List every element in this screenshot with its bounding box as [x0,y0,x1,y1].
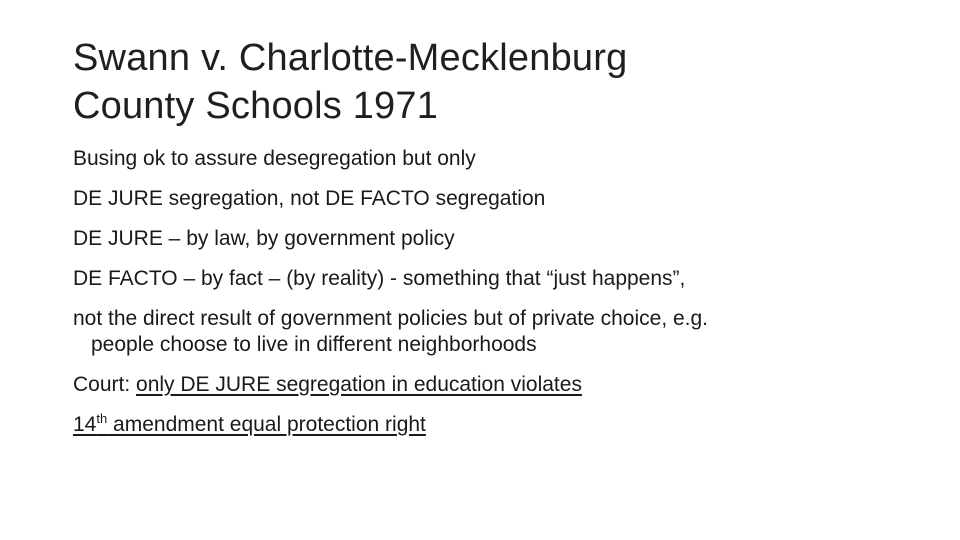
body-line-busing: Busing ok to assure desegregation but only [73,147,476,170]
body-line-private-choice: not the direct result of government policies but of private choice, e.g. [73,307,709,330]
amendment-number: 14 [73,413,97,436]
amendment-ordinal-suffix: th [96,411,108,426]
amendment-text: amendment equal protection right [107,413,426,436]
body-line-de-jure-definition: DE JURE – by law, by government policy [73,227,455,250]
title-line-2: County Schools 1971 [73,85,439,127]
body-line-14th-amendment [73,412,893,438]
body-line-de-facto-definition: DE FACTO – by fact – (by reality) - something that “just happens”, [73,267,686,290]
court-ruling-underlined: only DE JURE segregation in education violates [136,373,582,396]
title-line-1: Swann v. Charlotte-Mecklenburg [73,37,628,79]
body-line-court-ruling [73,372,893,398]
body-line-de-jure-vs-de-facto: DE JURE segregation, not DE FACTO segregation [73,187,546,210]
slide-body [73,146,893,452]
slide-title [73,34,893,130]
body-line-private-choice-continued: people choose to live in different neighborhoods [91,333,537,356]
court-prefix: Court: [73,373,137,396]
